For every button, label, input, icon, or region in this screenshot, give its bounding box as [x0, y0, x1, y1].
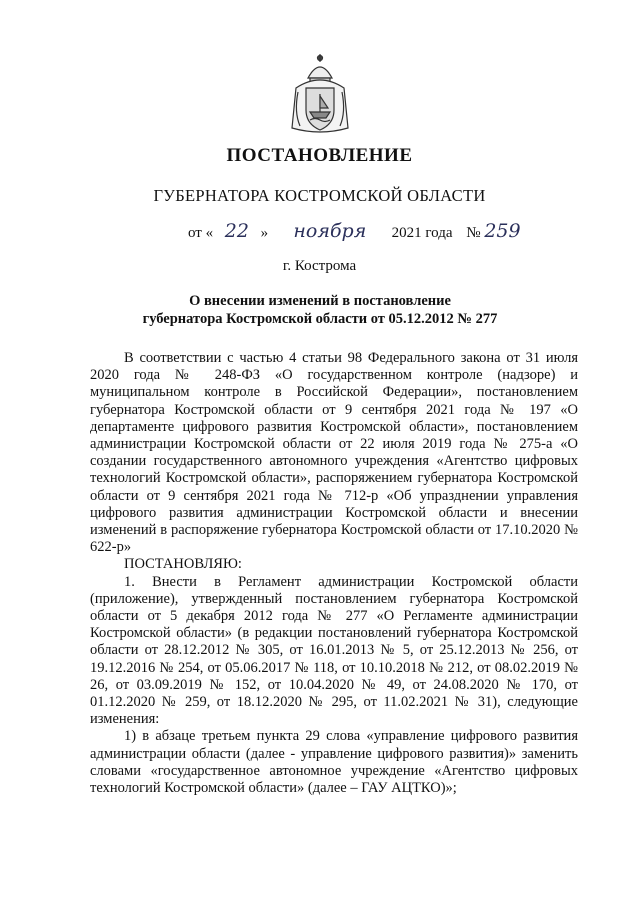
date-line [188, 220, 521, 242]
document-number: 259 [484, 220, 521, 242]
document-type-title: ПОСТАНОВЛЕНИЕ [226, 145, 413, 166]
city: г. Кострома [282, 258, 357, 274]
subparagraph-1: 1) в абзаце третьем пункта 29 слова «управление цифрового развития администрации области (далее - управление цифрового развития)» заменить словами «государственное автономное учреждение «Агентство цифровых технологий Костромской области» (далее – ГАУ АЦТКО)»; [90, 728, 578, 797]
document-body [90, 350, 578, 797]
date-day: 22 [224, 220, 249, 242]
date-mid: » [260, 225, 269, 241]
number-prefix: № [466, 225, 481, 241]
coat-of-arms-icon [288, 52, 352, 142]
date-year: 2021 года [391, 225, 453, 241]
subject-line-1: О внесении изменений в постановление [189, 293, 451, 309]
date-prefix: от « [188, 225, 214, 241]
decree-word: ПОСТАНОВЛЯЮ: [124, 556, 242, 573]
issuer-subtitle: ГУБЕРНАТОРА КОСТРОМСКОЙ ОБЛАСТИ [153, 186, 486, 205]
paragraph-1: 1. Внести в Регламент администрации Костромской области (приложение), утвержденный постановлением губернатора Костромской области от 5 декабря 2012 года № 277 «О Регламенте администрации Костромской области» (в редакции постановлений губернатора Костромской области от 28.12.2012 № 305, от 16.01.2013 № 5, от 25.12.2013 № 256, от 19.12.2016 № 254, от 05.06.2017 № 118, от 10.10.2018 № 212, от 08.02.2019 № 26, от 03.09.2019 № 152, от 10.04.2020 № 49, от 24.08.2020 № 170, от 01.12.2020 № 259, от 18.12.2020 № 295, от 11.02.2021 № 31), следующие изменения: [90, 573, 578, 728]
document-subject [100, 292, 540, 328]
preamble-paragraph: В соответствии с частью 4 статьи 98 Федерального закона от 31 июля 2020 года № 248-ФЗ «О государственном контроле (надзоре) и муниципальном контроле в Российской Федерации», постановлением губернатора Костромской области от 9 сентября 2021 года № 197 «О департаменте цифрового развития Костромской области», постановлением администрации Костромской области от 22 июля 2019 года № 275-а «О создании государственного автономного учреждения «Агентство цифровых технологий Костромской области», распоряжением губернатора Костромской области от 9 сентября 2021 года № 712-р «Об упразднении управления цифрового развития администрации Костромской области и внесении изменений в распоряжение губернатора Костромской области от 17.10.2020 № 622-р» [90, 350, 578, 556]
subject-line-2: губернатора Костромской области от 05.12.2012 № 277 [142, 311, 498, 327]
date-month: ноября [293, 220, 367, 242]
